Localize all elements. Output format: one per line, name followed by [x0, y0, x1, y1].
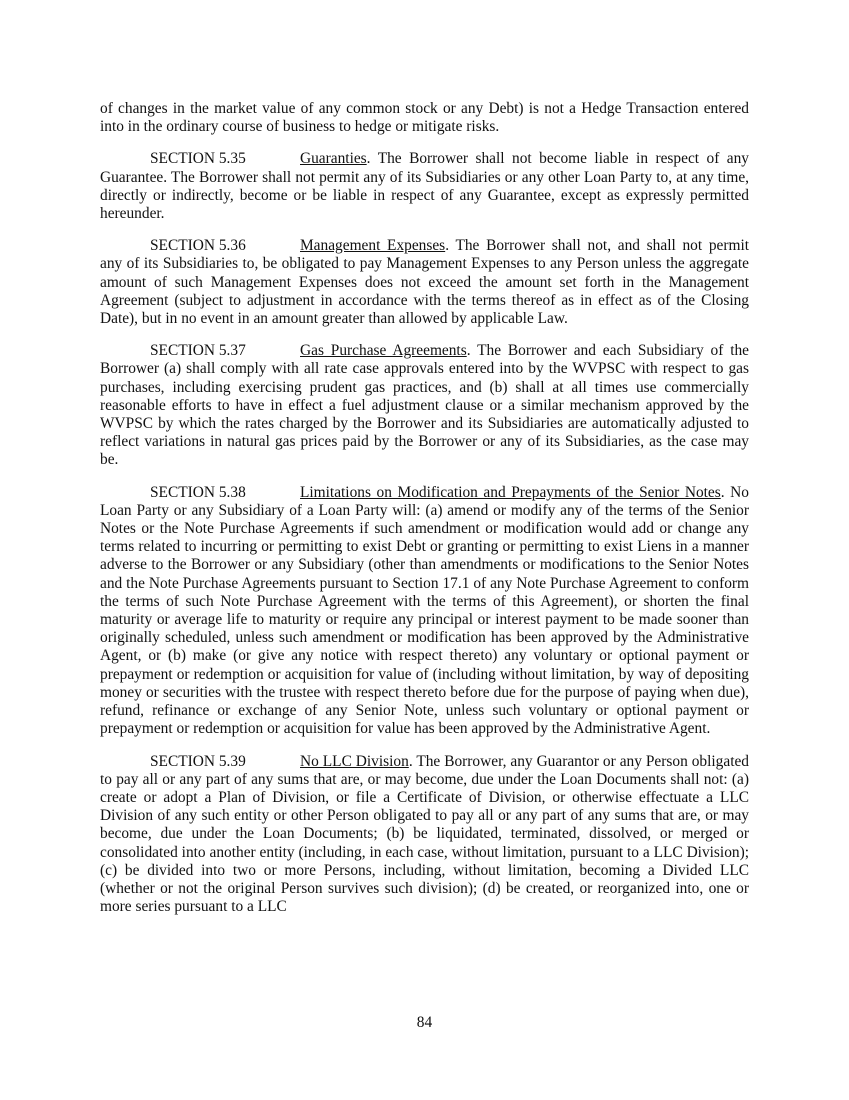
section-title: Management Expenses: [300, 237, 446, 255]
section-body: . The Borrower, any Guarantor or any Person obligated to pay all or any part of any sums that are, or may become, due under the Loan Documents shall not: (a) create or adopt a Plan of Division, or file a Certificate of Division, or otherwise effectuate a LLC Division of any such entity or other Person obligated to pay all or any part of any sums that are, or may become, due under the Loan Documents; (b) be liquidated, terminated, dissolved, or merged or consolidated into another entity (including, in each case, without limitation, pursuant to a LLC Division); (c) be divided into two or more Persons, including, without limitation, becoming a Divided LLC (whether or not the original Person survives such division); (d) be created, or reorganized into, one or more series pursuant to a LLC: [100, 752, 749, 916]
section-5-36: [100, 237, 749, 328]
section-title: No LLC Division: [300, 752, 409, 770]
section-number: SECTION 5.35: [150, 150, 246, 168]
section-5-37: [100, 342, 749, 469]
section-5-38: [100, 484, 749, 739]
section-title: Limitations on Modification and Prepayments of the Senior Notes: [300, 483, 721, 501]
section-number: SECTION 5.37: [150, 342, 246, 360]
section-number: SECTION 5.39: [150, 752, 246, 770]
page-number: 84: [416, 1014, 433, 1031]
section-number: SECTION 5.36: [150, 237, 246, 255]
section-title: Gas Purchase Agreements: [300, 342, 467, 360]
section-body: . The Borrower shall not become liable in respect of any Guarantee. The Borrower shall not permit any of its Subsidiaries or any other Loan Party to, at any time, directly or indirectly, become or be liable in respect of any Guarantee, except as expressly permitted hereunder.: [100, 150, 749, 223]
section-number: SECTION 5.38: [150, 483, 246, 501]
continuation-paragraph: of changes in the market value of any common stock or any Debt) is not a Hedge Transaction entered into in the ordinary course of business to hedge or mitigate risks.: [100, 100, 749, 136]
section-title: Guaranties: [300, 150, 367, 168]
section-5-35: [100, 150, 749, 223]
section-5-39: [100, 753, 749, 917]
section-body: . No Loan Party or any Subsidiary of a Loan Party will: (a) amend or modify any of the terms of the Senior Notes or the Note Purchase Agreements if such amendment or modification would add or change any terms related to incurring or permitting to exist Debt or granting or permitting to exist Liens in a manner adverse to the Borrower or any Subsidiary (other than amendments or modifications to the Senior Notes and the Note Purchase Agreements pursuant to Section 17.1 of any Note Purchase Agreement to conform the terms of such Note Purchase Agreement with the terms of this Agreement), or shorten the final maturity or average life to maturity or require any principal or interest payment to be made sooner than originally scheduled, unless such amendment or modification has been approved by the Administrative Agent, or (b) make (or give any notice with respect thereto) any voluntary or optional payment or prepayment or redemption or acquisition for value of (including without limitation, by way of depositing money or securities with the trustee with respect thereto before due for the purpose of paying when due), refund, refinance or exchange of any Senior Note, unless such voluntary or optional payment or prepayment or redemption or acquisition for value has been approved by the Administrative Agent.: [100, 483, 749, 738]
section-body: . The Borrower and each Subsidiary of the Borrower (a) shall comply with all rate case approvals entered into by the WVPSC with respect to gas purchases, including exercising prudent gas practices, and (b) shall at all times use commercially reasonable efforts to have in effect a fuel adjustment clause or a similar mechanism approved by the WVPSC by which the rates charged by the Borrower and its Subsidiaries are automatically adjusted to reflect variations in natural gas prices paid by the Borrower or any of its Subsidiaries, as the case may be.: [100, 342, 749, 469]
section-body: . The Borrower shall not, and shall not permit any of its Subsidiaries to, be obligated to pay Management Expenses to any Person unless the aggregate amount of such Management Expenses does not exceed the amount set forth in the Management Agreement (subject to adjustment in accordance with the terms thereof as in effect as of the Closing Date), but in no event in an amount greater than allowed by applicable Law.: [100, 237, 749, 328]
document-body: [100, 100, 749, 930]
